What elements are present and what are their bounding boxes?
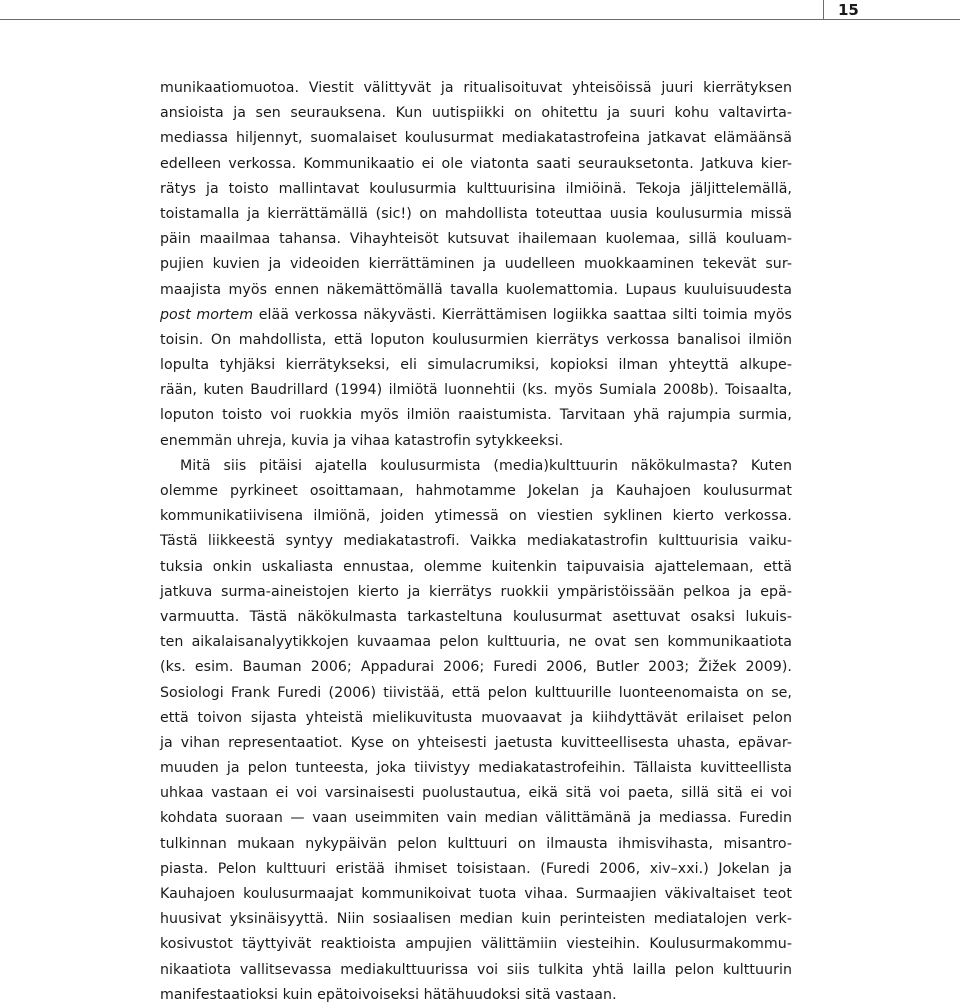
text-line: nikaatiota vallitsevassa mediakulttuurissa voi siis tulkita yhtä lailla pelon kulttuurin (160, 961, 792, 978)
text-line: rätys ja toisto mallintavat koulusurmia kulttuurisina ilmiöinä. Tekoja jäljittelemällä, (160, 180, 792, 197)
text-line: että toivon sijasta yhteistä mielikuvitusta muovaavat ja kiihdyttävät erilaiset pelon (160, 709, 792, 726)
text-line: ansioista ja sen seurauksena. Kun uutispiikki on ohitettu ja suuri kohu valtavirta- (160, 105, 792, 122)
text-line: edelleen verkossa. Kommunikaatio ei ole viatonta saati seurauksetonta. Jatkuva kier- (160, 155, 792, 172)
text-line: tulkinnan mukaan nykypäivän pelon kulttuuri on ilmausta ihmisvihasta, misantro- (160, 835, 792, 852)
text-line: huusivat yksinäisyyttä. Niin sosiaalisen median kuin perinteisten mediatalojen verk- (160, 911, 792, 928)
text-line: ten aikalaisanalyytikkojen kuvaamaa pelon kulttuuria, ne ovat sen kommunikaatiota (160, 634, 792, 651)
text-line: Mitä siis pitäisi ajatella koulusurmista (media)kulttuurin näkökulmasta? Kuten (180, 457, 792, 474)
text-line: manifestaatioksi kuin epätoivoiseksi hätähuudoksi sitä vastaan. (160, 986, 617, 1003)
text-line: ja vihan representaatiot. Kyse on yhteisesti jaetusta kuvitteellisesta uhasta, epävar- (160, 734, 792, 751)
text-line: kohdata suoraan — vaan useimmiten vain median välittämänä ja mediassa. Furedin (160, 810, 792, 827)
text-line: loputon toisto voi ruokkia myös ilmiön raaistumista. Tarvitaan yhä rajumpia surmia, (160, 407, 792, 424)
text-line: jatkuva surma-aineistojen kierto ja kierrätys ruokkii ympäristöissään pelkoa ja epä- (160, 583, 792, 600)
text-line: mediassa hiljennyt, suomalaiset koulusurmat mediakatastrofeina jatkavat elämäänsä (160, 130, 792, 147)
paragraph-1 (160, 76, 792, 454)
text-line: Sosiologi Frank Furedi (2006) tiivistää, että pelon kulttuurille luonteenomaista on se, (160, 684, 792, 701)
text-line: enemmän uhreja, kuvia ja vihaa katastrofin sytykkeeksi. (160, 432, 564, 449)
paragraph-2 (160, 454, 792, 1008)
text-line: Tästä liikkeestä syntyy mediakatastrofi. Vaikka mediakatastrofin kulttuurisia vaiku- (160, 533, 792, 550)
text-line: munikaatiomuotoa. Viestit välittyvät ja ritualisoituvat yhteisöissä juuri kierrätyksen (160, 80, 792, 96)
text-line: toisin. On mahdollista, että loputon koulusurmien kierrätys verkossa banalisoi ilmiön (160, 331, 792, 348)
text-line: olemme pyrkineet osoittamaan, hahmotamme Jokelan ja Kauhajoen koulusurmat (160, 483, 792, 499)
text-line: uhkaa vastaan ei voi varsinaisesti puolustautua, eikä sitä voi paeta, sillä sitä ei voi (160, 785, 792, 802)
text-line: kommunikatiivisena ilmiönä, joiden ytimessä on viestien syklinen kierto verkossa. (160, 508, 792, 525)
text-line: lopulta tyhjäksi kierrätykseksi, eli simulacrumiksi, kopioksi ilman yhteyttä alkupe- (160, 357, 792, 374)
text-line: piasta. Pelon kulttuuri eristää ihmiset toisistaan. (Furedi 2006, xiv–xxi.) Jokelan ja (160, 860, 792, 877)
text-line: Kauhajoen koulusurmaajat kommunikoivat tuota vihaa. Surmaajien väkivaltaiset teot (160, 886, 792, 902)
text-line: maajista myös ennen näkemättömällä tavalla kuolemattomia. Lupaus kuuluisuudesta (160, 281, 792, 298)
text-line: pujien kuvien ja videoiden kierrättäminen ja uudelleen muokkaaminen tekevät sur- (160, 256, 792, 273)
text-line: (ks. esim. Bauman 2006; Appadurai 2006; Furedi 2006, Butler 2003; Žižek 2009). (160, 659, 792, 676)
text-line: päin maailmaa tahansa. Vihayhteisöt kutsuvat ihailemaan kuolemaa, sillä kouluam- (160, 231, 792, 248)
text-line: tuksia onkin uskaliasta ennustaa, olemme kuitenkin taipuvaisia ajattelemaan, että (160, 558, 792, 575)
body-text (160, 76, 792, 1008)
italic-term: post mortem (160, 306, 254, 323)
text-line: kosivustot täyttyivät reaktioista ampujien välittämiin viesteihin. Koulusurmakommu- (160, 936, 792, 953)
text-line: muuden ja pelon tunteesta, joka tiivistyy mediakatastrofeihin. Tällaista kuvitteellista (160, 760, 792, 777)
header-rule (0, 19, 824, 20)
text-line-rest: elää verkossa näkyvästi. Kierrättämisen logiikka saattaa silti toimia myös (253, 306, 792, 323)
page-number: 15 (838, 1, 859, 19)
text-line (160, 303, 792, 328)
text-line: toistamalla ja kierrättämällä (sic!) on mahdollista toteuttaa uusia koulusurmia missä (160, 205, 792, 222)
text-line: rään, kuten Baudrillard (1994) ilmiötä luonnehtii (ks. myös Sumiala 2008b). Toisaalta, (160, 382, 792, 399)
text-line: varmuutta. Tästä näkökulmasta tarkasteltuna koulusurmat asettuvat osaksi lukuis- (160, 608, 792, 625)
